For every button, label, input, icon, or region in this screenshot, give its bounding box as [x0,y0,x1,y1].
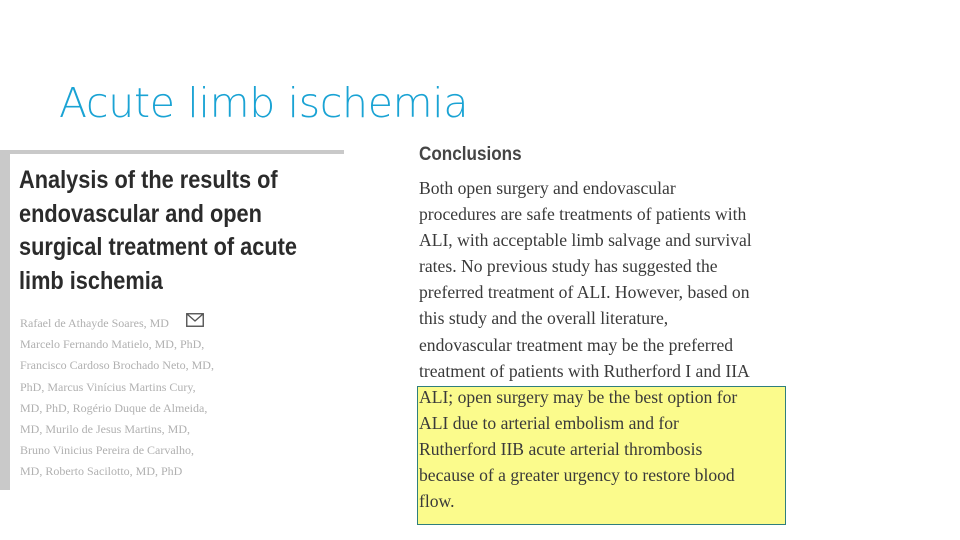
author-line: MD, Roberto Sacilotto, MD, PhD [20,464,183,479]
conclusions-heading: Conclusions [419,144,522,165]
conclusions-line-highlighted: Rutherford IIB acute arterial thrombosis [419,438,703,459]
author-line: PhD, Marcus Vinícius Martins Cury, [20,379,196,394]
author-list [20,313,250,483]
conclusions-line: endovascular treatment may be the preferred [419,334,734,355]
conclusions-line: treatment of patients with Rutherford I and IIA [419,360,750,381]
author-line: Rafael de Athayde Soares, MD [20,316,169,330]
paper-title-line: Analysis of the results of [19,166,278,194]
paper-title-line: surgical treatment of acute [19,233,297,261]
slide-title: Acute limb ischemia [59,79,469,127]
author-line: Marcelo Fernando Matielo, MD, PhD, [20,337,205,352]
conclusions-line: rates. No previous study has suggested the [419,256,718,277]
author-line: MD, PhD, Rogério Duque de Almeida, [20,400,208,415]
author-line: MD, Murilo de Jesus Martins, MD, [20,422,190,437]
conclusions-line: ALI, with acceptable limb salvage and survival [419,230,752,251]
conclusions-line-highlighted: ALI; open surgery may be the best option for [419,386,738,407]
paper-title-line: endovascular and open [19,199,262,228]
conclusions-line: this study and the overall literature, [419,308,669,329]
conclusions-line: procedures are safe treatments of patients with [419,204,747,225]
conclusions-line: Both open surgery and endovascular [419,178,676,198]
envelope-icon [186,313,204,327]
paper-title [19,164,297,298]
author-line: Bruno Vinicius Pereira de Carvalho, [20,443,195,458]
conclusions-line-highlighted: because of a greater urgency to restore blood [419,465,735,486]
conclusions-line: preferred treatment of ALI. However, based on [419,282,750,303]
author-line: Francisco Cardoso Brochado Neto, MD, [20,358,214,373]
conclusions-line-highlighted: flow. [419,491,455,512]
conclusions-line-highlighted: ALI due to arterial embolism and for [419,412,679,433]
conclusions-text [419,175,809,514]
paper-title-line: limb ischemia [19,266,163,295]
